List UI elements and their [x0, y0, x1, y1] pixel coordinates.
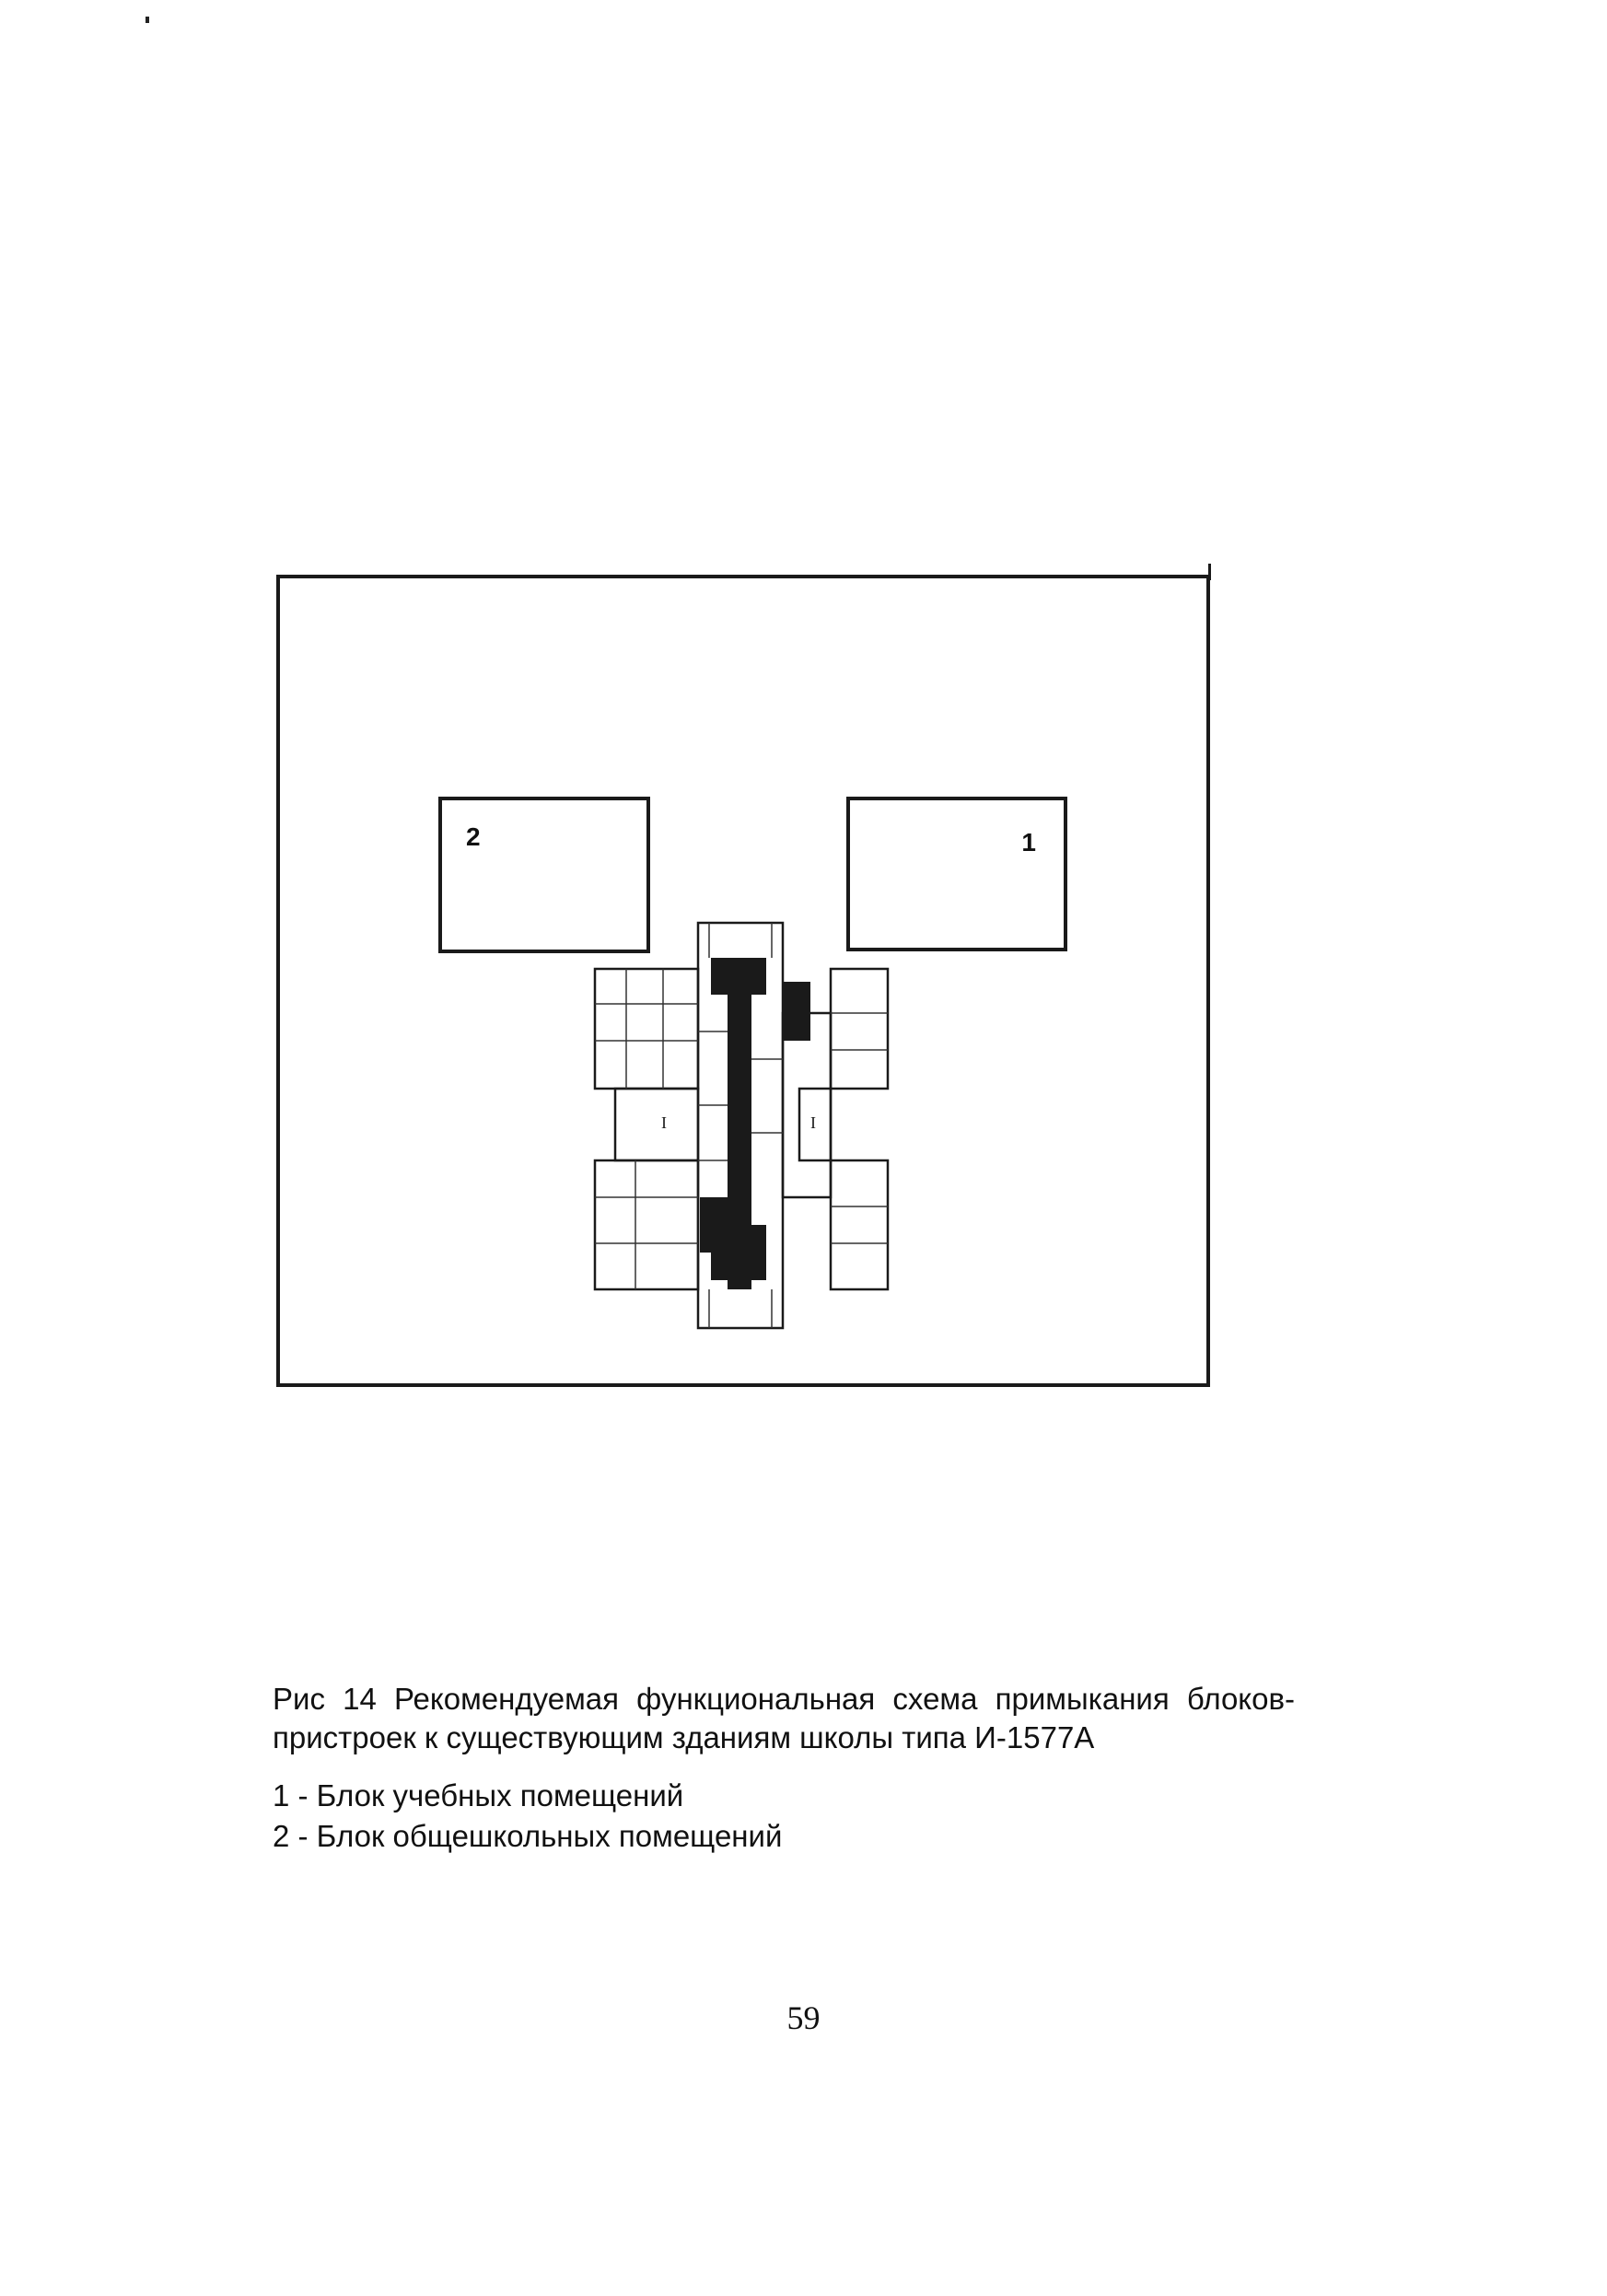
- scan-speck: [146, 17, 149, 23]
- frame-corner-tick: [1208, 564, 1211, 580]
- legend-item-1: 1 - Блок учебных помещений: [273, 1778, 684, 1812]
- school-floor-plan: [589, 921, 902, 1335]
- block-2-label: 2: [466, 822, 481, 851]
- page-number: 59: [786, 1999, 821, 2036]
- legend-item-2: 2 - Блок общешкольных помещений: [273, 1819, 783, 1853]
- figure-caption: Рис 14 Рекомендуемая функциональная схема примыкания блоков-пристроек к существующим зданиям школы типа И-1577А: [273, 1682, 1295, 1754]
- plan-left-upper-wing: [595, 969, 698, 1089]
- plan-marker-left: I: [661, 1113, 667, 1132]
- block-1-label: 1: [1021, 828, 1036, 857]
- plan-right-lower-wing: [831, 1160, 888, 1289]
- figure-legend: [273, 1776, 1286, 1857]
- plan-right-upper-wing: [831, 969, 888, 1089]
- plan-left-lower-wing: [595, 1160, 698, 1289]
- plan-left-connector: [615, 1089, 698, 1160]
- plan-marker-right: I: [810, 1113, 816, 1132]
